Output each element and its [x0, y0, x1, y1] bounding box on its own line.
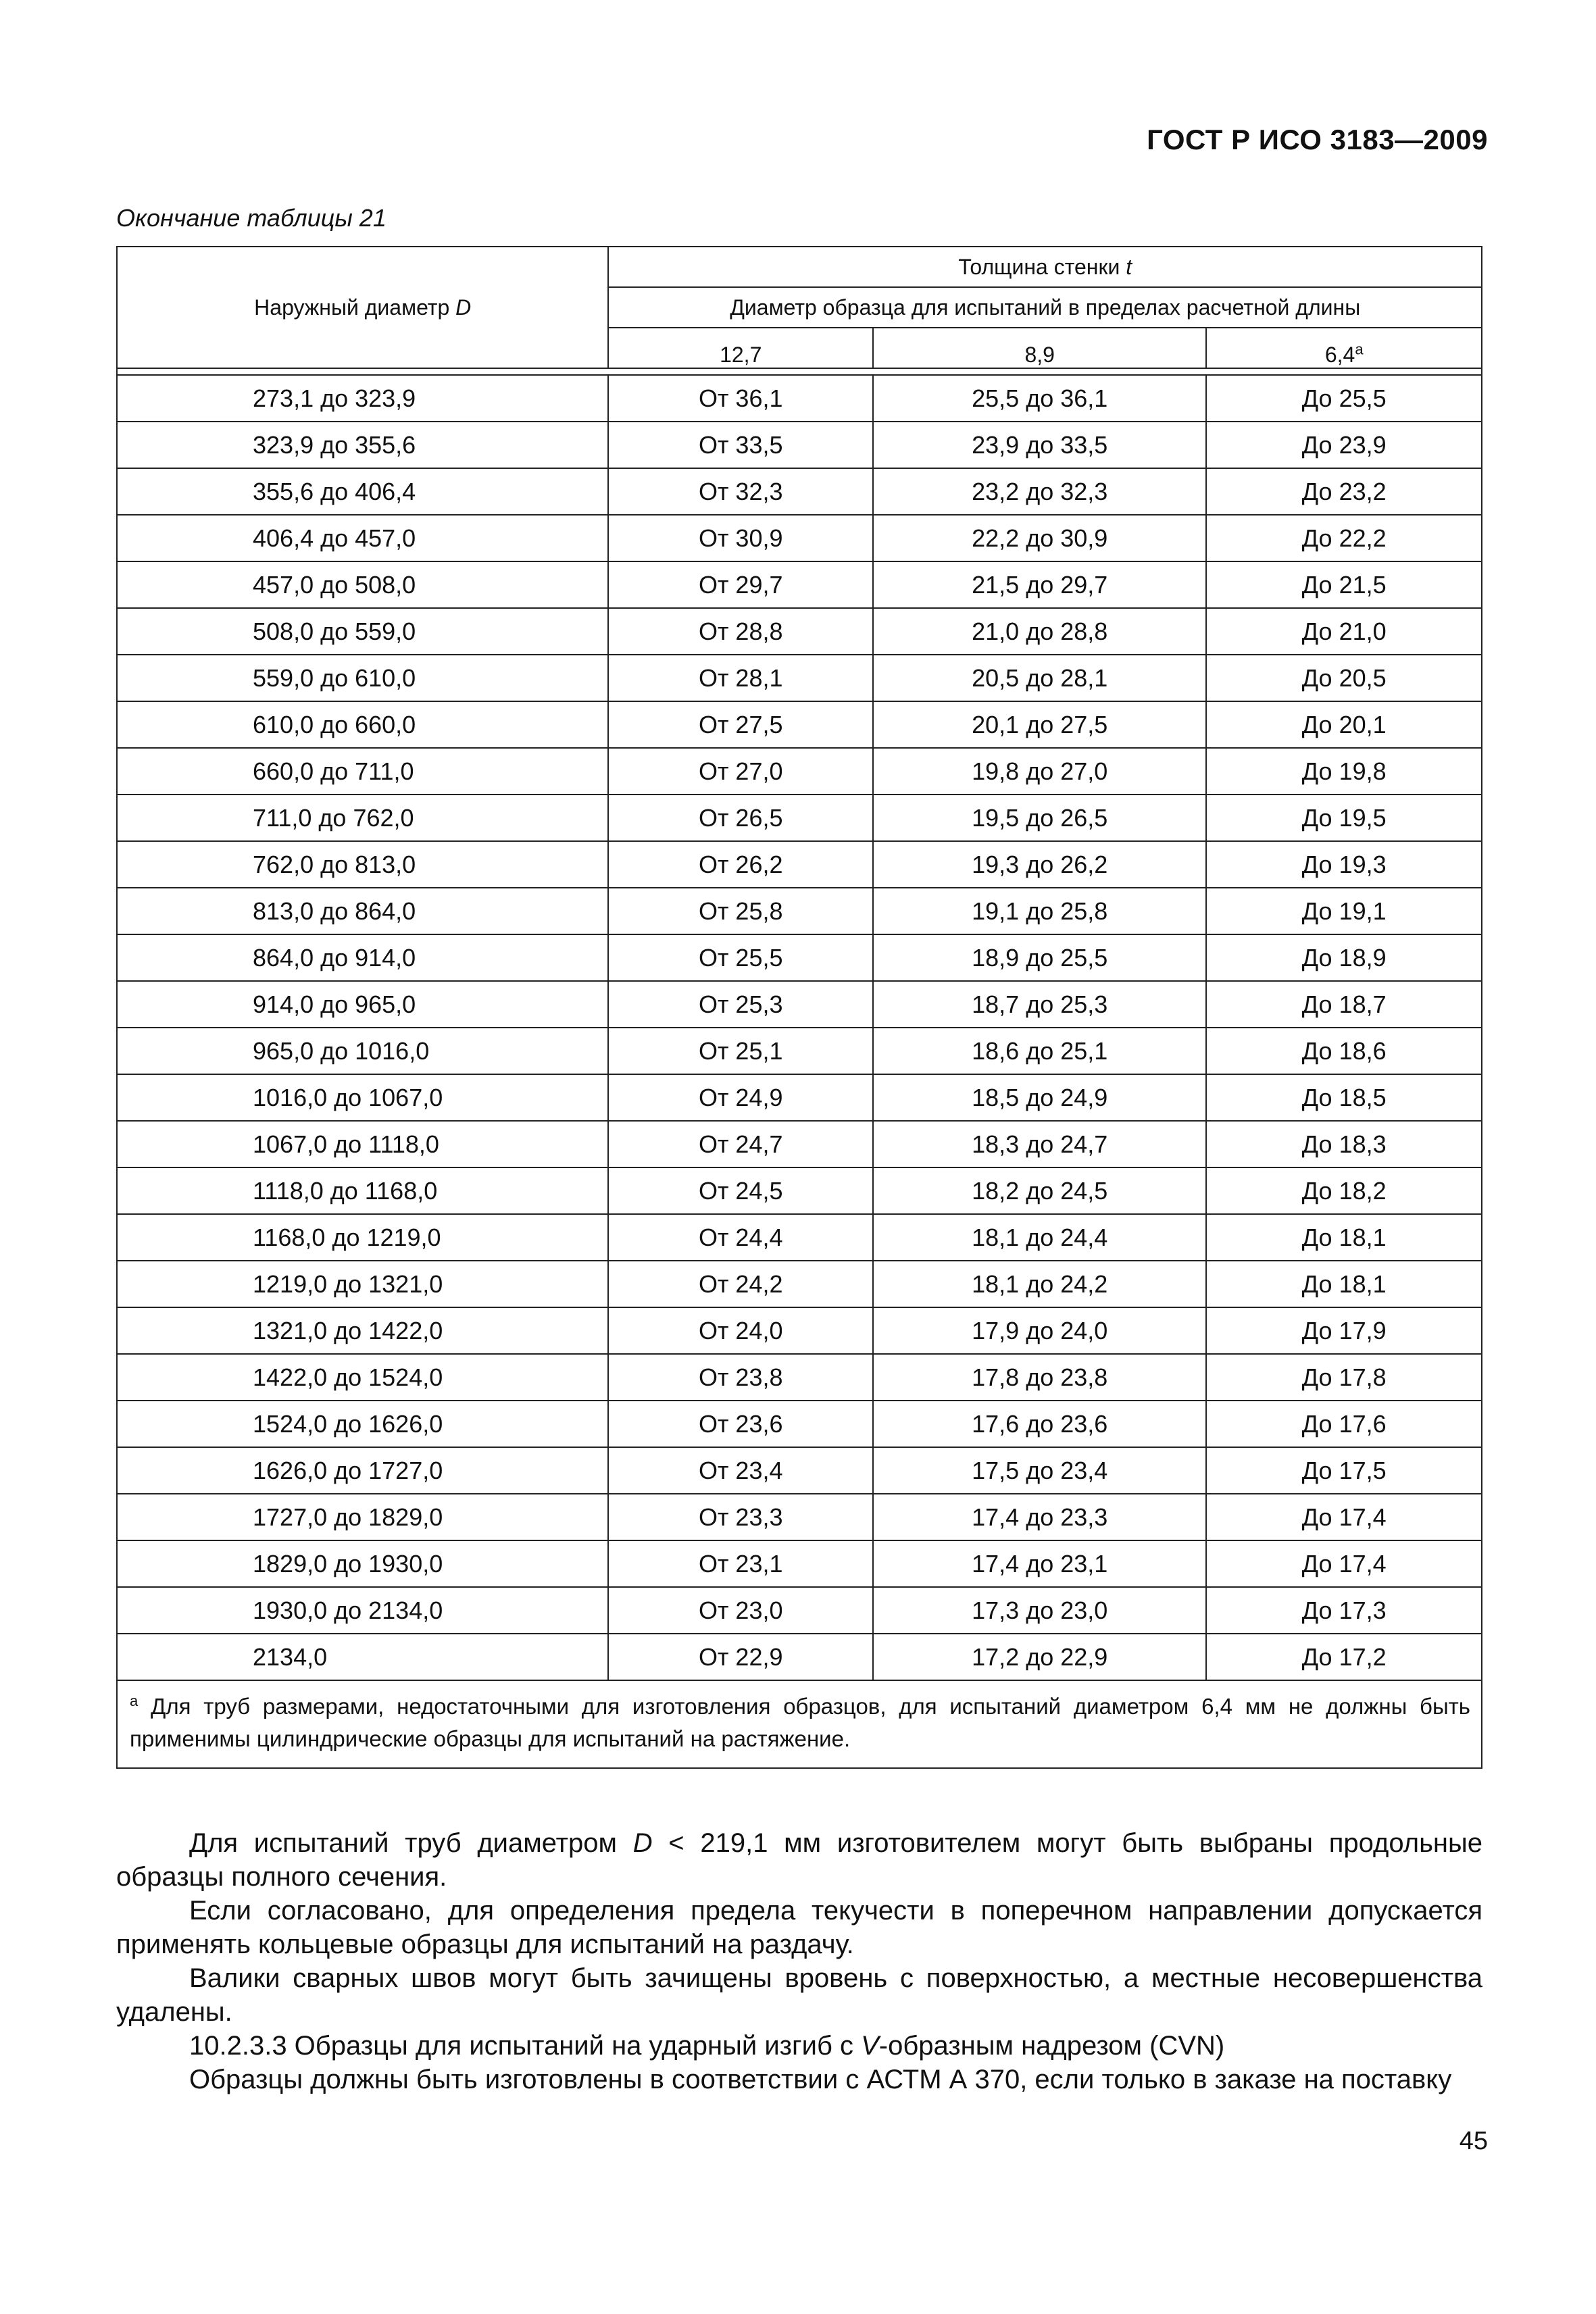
table-body — [117, 375, 1482, 1680]
thickness-12-7-cell: От 24,2 — [608, 1261, 873, 1307]
header-separator — [117, 368, 1482, 375]
thickness-12-7-cell: От 33,5 — [608, 422, 873, 468]
thickness-12-7-cell: От 29,7 — [608, 561, 873, 608]
thickness-12-7-cell: От 26,5 — [608, 795, 873, 841]
thickness-6-4-cell: До 18,3 — [1206, 1121, 1482, 1167]
header-wall-thickness: Толщина стенки t — [608, 247, 1482, 287]
thickness-12-7-cell: От 25,5 — [608, 934, 873, 981]
thickness-6-4-cell: До 18,2 — [1206, 1167, 1482, 1214]
thickness-12-7-cell: От 24,7 — [608, 1121, 873, 1167]
document-id: ГОСТ Р ИСО 3183—2009 — [1147, 124, 1488, 155]
thickness-6-4-cell: До 19,3 — [1206, 841, 1482, 888]
header-thickness-12-7: 12,7 — [608, 328, 873, 368]
thickness-6-4-cell: До 17,4 — [1206, 1494, 1482, 1540]
thickness-12-7-cell: От 25,1 — [608, 1028, 873, 1074]
outer-diameter-cell: 1422,0 до 1524,0 — [117, 1354, 608, 1401]
thickness-12-7-cell: От 23,6 — [608, 1401, 873, 1447]
thickness-6-4-cell: До 17,6 — [1206, 1401, 1482, 1447]
thickness-6-4-cell: До 17,2 — [1206, 1634, 1482, 1680]
thickness-8-9-cell: 18,1 до 24,4 — [873, 1214, 1206, 1261]
thickness-8-9-cell: 18,5 до 24,9 — [873, 1074, 1206, 1121]
table-row — [117, 1447, 1482, 1494]
table-row — [117, 561, 1482, 608]
thickness-12-7-cell: От 23,4 — [608, 1447, 873, 1494]
thickness-8-9-cell: 23,9 до 33,5 — [873, 422, 1206, 468]
table-row — [117, 1028, 1482, 1074]
paragraph-2: Если согласовано, для определения предела текучести в поперечном направлении допускается применять кольцевые образцы для испытаний на раздачу. — [116, 1896, 1482, 1959]
thickness-8-9-cell: 22,2 до 30,9 — [873, 515, 1206, 561]
body-text — [116, 1826, 1482, 2096]
thickness-6-4-cell: До 18,1 — [1206, 1214, 1482, 1261]
thickness-6-4-cell: До 22,2 — [1206, 515, 1482, 561]
outer-diameter-cell: 1168,0 до 1219,0 — [117, 1214, 608, 1261]
table-row — [117, 795, 1482, 841]
table-row — [117, 1307, 1482, 1354]
table-row — [117, 1587, 1482, 1634]
thickness-6-4-cell: До 18,5 — [1206, 1074, 1482, 1121]
section-heading-10-2-3-3: 10.2.3.3 Образцы для испытаний на ударный изгиб с V-образным надрезом (CVN) — [189, 2031, 1225, 2061]
outer-diameter-cell: 355,6 до 406,4 — [117, 468, 608, 515]
header-thickness-6-4: 6,4$^a$ — [1206, 328, 1482, 368]
outer-diameter-cell: 1067,0 до 1118,0 — [117, 1121, 608, 1167]
outer-diameter-cell: 2134,0 — [117, 1634, 608, 1680]
table-row — [117, 468, 1482, 515]
table-row — [117, 515, 1482, 561]
outer-diameter-cell: 1524,0 до 1626,0 — [117, 1401, 608, 1447]
outer-diameter-cell: 864,0 до 914,0 — [117, 934, 608, 981]
thickness-8-9-cell: 18,3 до 24,7 — [873, 1121, 1206, 1167]
paragraph-1: Для испытаний труб диаметром D < 219,1 мм изготовителем могут быть выбраны продольные образцы полного сечения. — [116, 1828, 1482, 1892]
table-row — [117, 608, 1482, 655]
table-row — [117, 1214, 1482, 1261]
thickness-6-4-cell: До 17,5 — [1206, 1447, 1482, 1494]
outer-diameter-cell: 323,9 до 355,6 — [117, 422, 608, 468]
thickness-6-4-cell: До 17,9 — [1206, 1307, 1482, 1354]
thickness-8-9-cell: 17,8 до 23,8 — [873, 1354, 1206, 1401]
table-footnote: $^a$ Для труб размерами, недостаточными для изготовления образцов, для испытаний диаметром 6,4 мм не должны быть применимы цилиндрические образцы для испытаний на растяжение. — [117, 1680, 1482, 1768]
outer-diameter-cell: 914,0 до 965,0 — [117, 981, 608, 1028]
thickness-12-7-cell: От 26,2 — [608, 841, 873, 888]
thickness-12-7-cell: От 22,9 — [608, 1634, 873, 1680]
thickness-12-7-cell: От 27,5 — [608, 701, 873, 748]
outer-diameter-cell: 508,0 до 559,0 — [117, 608, 608, 655]
table-row — [117, 1167, 1482, 1214]
outer-diameter-cell: 813,0 до 864,0 — [117, 888, 608, 934]
thickness-8-9-cell: 21,5 до 29,7 — [873, 561, 1206, 608]
specimen-diameter-table — [116, 246, 1482, 1769]
outer-diameter-cell: 1118,0 до 1168,0 — [117, 1167, 608, 1214]
header-specimen-diameter: Диаметр образца для испытаний в пределах расчетной длины — [608, 287, 1482, 328]
outer-diameter-cell: 1829,0 до 1930,0 — [117, 1540, 608, 1587]
thickness-6-4-cell: До 21,0 — [1206, 608, 1482, 655]
thickness-12-7-cell: От 30,9 — [608, 515, 873, 561]
outer-diameter-cell: 762,0 до 813,0 — [117, 841, 608, 888]
outer-diameter-cell: 406,4 до 457,0 — [117, 515, 608, 561]
table-row — [117, 375, 1482, 422]
table-row — [117, 1074, 1482, 1121]
thickness-12-7-cell: От 32,3 — [608, 468, 873, 515]
thickness-6-4-cell: До 19,1 — [1206, 888, 1482, 934]
thickness-8-9-cell: 19,5 до 26,5 — [873, 795, 1206, 841]
table-row — [117, 841, 1482, 888]
thickness-6-4-cell: До 18,1 — [1206, 1261, 1482, 1307]
thickness-8-9-cell: 19,8 до 27,0 — [873, 748, 1206, 795]
outer-diameter-cell: 711,0 до 762,0 — [117, 795, 608, 841]
table-caption: Окончание таблицы 21 — [116, 204, 386, 232]
thickness-12-7-cell: От 27,0 — [608, 748, 873, 795]
thickness-8-9-cell: 20,1 до 27,5 — [873, 701, 1206, 748]
thickness-8-9-cell: 18,6 до 25,1 — [873, 1028, 1206, 1074]
outer-diameter-cell: 1219,0 до 1321,0 — [117, 1261, 608, 1307]
thickness-12-7-cell: От 28,1 — [608, 655, 873, 701]
paragraph-5: Образцы должны быть изготовлены в соответствии с АСТМ А 370, если только в заказе на поставку — [189, 2065, 1452, 2094]
thickness-12-7-cell: От 36,1 — [608, 375, 873, 422]
thickness-12-7-cell: От 24,4 — [608, 1214, 873, 1261]
outer-diameter-cell: 457,0 до 508,0 — [117, 561, 608, 608]
thickness-12-7-cell: От 24,0 — [608, 1307, 873, 1354]
outer-diameter-cell: 965,0 до 1016,0 — [117, 1028, 608, 1074]
thickness-12-7-cell: От 24,9 — [608, 1074, 873, 1121]
thickness-6-4-cell: До 18,7 — [1206, 981, 1482, 1028]
thickness-12-7-cell: От 23,8 — [608, 1354, 873, 1401]
table-row — [117, 888, 1482, 934]
header-outer-diameter: Наружный диаметр D — [117, 247, 608, 368]
outer-diameter-cell: 559,0 до 610,0 — [117, 655, 608, 701]
thickness-8-9-cell: 17,4 до 23,1 — [873, 1540, 1206, 1587]
thickness-8-9-cell: 20,5 до 28,1 — [873, 655, 1206, 701]
thickness-6-4-cell: До 20,1 — [1206, 701, 1482, 748]
thickness-12-7-cell: От 23,1 — [608, 1540, 873, 1587]
thickness-6-4-cell: До 23,9 — [1206, 422, 1482, 468]
thickness-8-9-cell: 25,5 до 36,1 — [873, 375, 1206, 422]
page-number: 45 — [1459, 2127, 1488, 2155]
thickness-6-4-cell: До 17,8 — [1206, 1354, 1482, 1401]
thickness-8-9-cell: 17,5 до 23,4 — [873, 1447, 1206, 1494]
outer-diameter-cell: 1727,0 до 1829,0 — [117, 1494, 608, 1540]
table-row — [117, 1634, 1482, 1680]
thickness-6-4-cell: До 17,3 — [1206, 1587, 1482, 1634]
table-row — [117, 1494, 1482, 1540]
thickness-8-9-cell: 19,3 до 26,2 — [873, 841, 1206, 888]
thickness-8-9-cell: 21,0 до 28,8 — [873, 608, 1206, 655]
table-row — [117, 701, 1482, 748]
table-row — [117, 1401, 1482, 1447]
thickness-6-4-cell: До 25,5 — [1206, 375, 1482, 422]
thickness-6-4-cell: До 20,5 — [1206, 655, 1482, 701]
thickness-6-4-cell: До 21,5 — [1206, 561, 1482, 608]
thickness-12-7-cell: От 28,8 — [608, 608, 873, 655]
header-thickness-8-9: 8,9 — [873, 328, 1206, 368]
outer-diameter-cell: 273,1 до 323,9 — [117, 375, 608, 422]
outer-diameter-cell: 1016,0 до 1067,0 — [117, 1074, 608, 1121]
thickness-6-4-cell: До 19,5 — [1206, 795, 1482, 841]
outer-diameter-cell: 1321,0 до 1422,0 — [117, 1307, 608, 1354]
thickness-8-9-cell: 17,3 до 23,0 — [873, 1587, 1206, 1634]
table-row — [117, 422, 1482, 468]
table-row — [117, 934, 1482, 981]
table-row — [117, 1121, 1482, 1167]
outer-diameter-cell: 660,0 до 711,0 — [117, 748, 608, 795]
thickness-8-9-cell: 17,6 до 23,6 — [873, 1401, 1206, 1447]
thickness-12-7-cell: От 25,3 — [608, 981, 873, 1028]
table-row — [117, 1354, 1482, 1401]
table-row — [117, 1261, 1482, 1307]
table-row — [117, 748, 1482, 795]
thickness-6-4-cell: До 23,2 — [1206, 468, 1482, 515]
thickness-8-9-cell: 19,1 до 25,8 — [873, 888, 1206, 934]
thickness-8-9-cell: 17,4 до 23,3 — [873, 1494, 1206, 1540]
outer-diameter-cell: 1626,0 до 1727,0 — [117, 1447, 608, 1494]
thickness-6-4-cell: До 18,9 — [1206, 934, 1482, 981]
table-row — [117, 655, 1482, 701]
thickness-6-4-cell: До 18,6 — [1206, 1028, 1482, 1074]
outer-diameter-cell: 1930,0 до 2134,0 — [117, 1587, 608, 1634]
paragraph-3: Валики сварных швов могут быть зачищены вровень с поверхностью, а местные несовершенства удалены. — [116, 1963, 1482, 2027]
table-row — [117, 1540, 1482, 1587]
thickness-8-9-cell: 18,7 до 25,3 — [873, 981, 1206, 1028]
thickness-8-9-cell: 18,1 до 24,2 — [873, 1261, 1206, 1307]
thickness-8-9-cell: 17,9 до 24,0 — [873, 1307, 1206, 1354]
outer-diameter-cell: 610,0 до 660,0 — [117, 701, 608, 748]
thickness-8-9-cell: 18,2 до 24,5 — [873, 1167, 1206, 1214]
thickness-6-4-cell: До 17,4 — [1206, 1540, 1482, 1587]
thickness-8-9-cell: 17,2 до 22,9 — [873, 1634, 1206, 1680]
thickness-8-9-cell: 23,2 до 32,3 — [873, 468, 1206, 515]
thickness-6-4-cell: До 19,8 — [1206, 748, 1482, 795]
thickness-12-7-cell: От 23,3 — [608, 1494, 873, 1540]
thickness-12-7-cell: От 25,8 — [608, 888, 873, 934]
table-row — [117, 981, 1482, 1028]
thickness-12-7-cell: От 23,0 — [608, 1587, 873, 1634]
thickness-12-7-cell: От 24,5 — [608, 1167, 873, 1214]
thickness-8-9-cell: 18,9 до 25,5 — [873, 934, 1206, 981]
